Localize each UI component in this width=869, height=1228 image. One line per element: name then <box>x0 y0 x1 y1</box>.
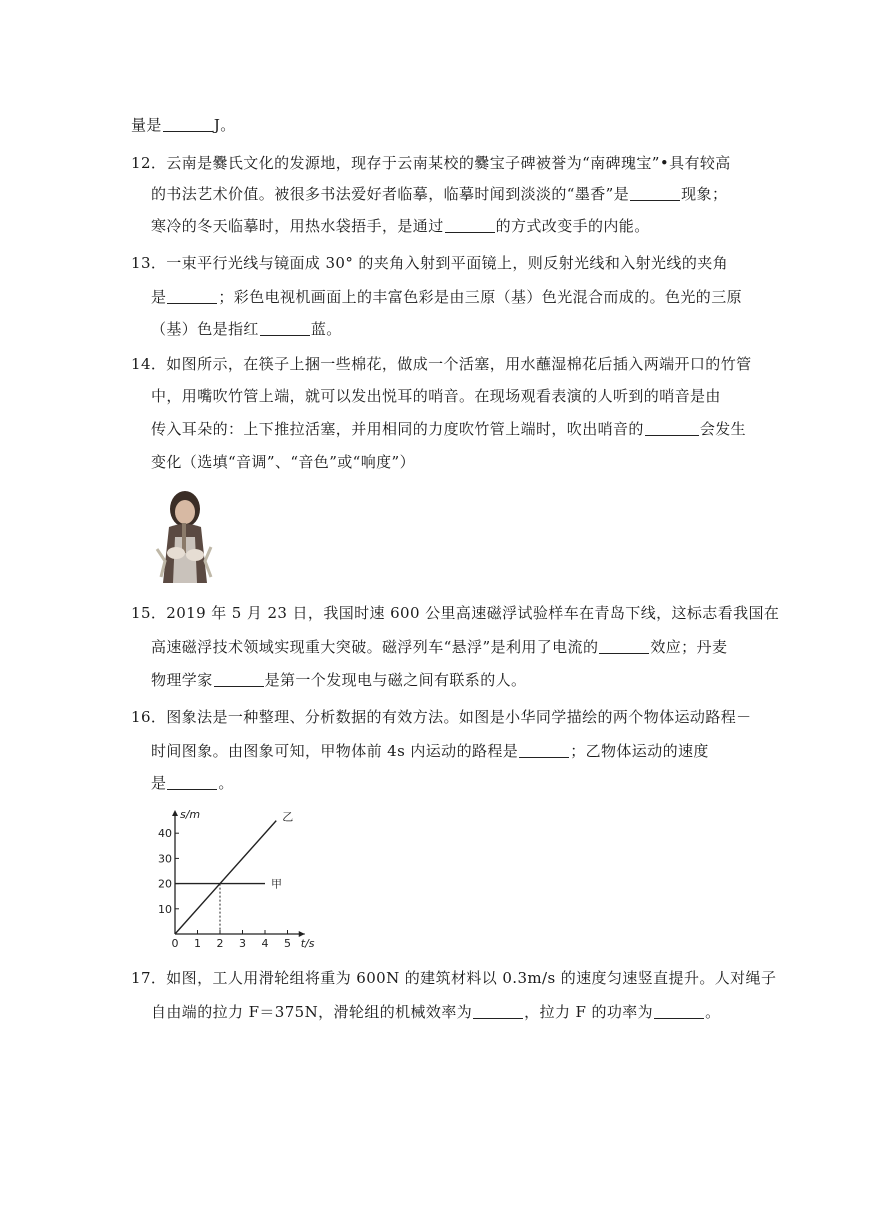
y-tick-label: 40 <box>158 827 172 841</box>
q15-line-1 <box>131 602 779 623</box>
text: ；彩色电视机画面上的丰富色彩是由三原（基）色光混合而成的。色光的三原 <box>218 288 743 306</box>
x-tick-label: 5 <box>284 937 291 948</box>
series <box>175 811 293 934</box>
series-label-1: 甲 <box>271 877 282 891</box>
text: 16．图象法是一种整理、分析数据的有效方法。如图是小华同学描绘的两个物体运动路程－ <box>131 708 752 726</box>
answer-blank[interactable] <box>167 289 217 304</box>
text: 15．2019 年 5 月 23 日，我国时速 600 公里高速磁浮试验样车在青岛下线，这标志看我国在 <box>131 604 780 622</box>
y-tick-label: 30 <box>158 852 172 866</box>
series-label-2: 乙 <box>282 810 294 824</box>
q13-line-3 <box>151 318 342 339</box>
text: 量是 <box>131 116 162 134</box>
answer-blank[interactable] <box>445 218 495 233</box>
text: 的书法艺术价值。被很多书法爱好者临摹，临摹时闻到淡淡的“墨香”是 <box>151 185 630 203</box>
q16-line-1 <box>131 706 752 727</box>
answer-blank[interactable] <box>260 321 310 336</box>
text: 物理学家 <box>151 671 213 689</box>
q15-line-3 <box>151 669 526 690</box>
performer-photo <box>151 487 219 583</box>
series-line-2 <box>175 821 276 934</box>
text: 会发生 <box>699 420 747 438</box>
q14-line-3 <box>151 418 746 439</box>
answer-blank[interactable] <box>473 1004 523 1019</box>
q16-line-3 <box>151 772 234 793</box>
text: ，拉力 F 的功率为 <box>524 1003 654 1021</box>
answer-blank[interactable] <box>519 743 569 758</box>
text: 传入耳朵的：上下推拉活塞，并用相同的力度吹竹管上端时，吹出哨音的 <box>151 420 644 438</box>
text: 变化（选填“音调”、“音色”或“响度”） <box>151 453 416 471</box>
q17-line-2 <box>151 1001 721 1022</box>
text: 时间图象。由图象可知，甲物体前 4s 内运动的路程是 <box>151 742 519 760</box>
x-tick-label: 4 <box>261 937 269 948</box>
answer-blank[interactable] <box>645 421 699 436</box>
answer-blank[interactable] <box>163 117 213 132</box>
q12-line-1 <box>131 152 731 173</box>
answer-blank[interactable] <box>654 1004 704 1019</box>
axes <box>172 810 305 937</box>
q13-line-2 <box>151 286 742 307</box>
text: 14．如图所示，在筷子上捆一些棉花，做成一个活塞，用水蘸湿棉花后插入两端开口的竹管 <box>131 355 752 373</box>
y-tick-label: 10 <box>158 902 172 916</box>
text: 是 <box>151 774 167 792</box>
text: 高速磁浮技术领域实现重大突破。磁浮列车“悬浮”是利用了电流的 <box>151 638 599 656</box>
x-axis-label: t/s <box>300 937 315 948</box>
text: 13．一束平行光线与镜面成 30° 的夹角入射到平面镜上，则反射光线和入射光线的夹角 <box>131 254 729 272</box>
x-tick-label: 2 <box>216 937 224 948</box>
answer-blank[interactable] <box>167 775 217 790</box>
answer-blank[interactable] <box>630 186 680 201</box>
answer-blank[interactable] <box>214 672 264 687</box>
y-axis-arrow <box>172 810 178 816</box>
text: 12．云南是爨氏文化的发源地，现存于云南某校的爨宝子碑被誉为“南碑瑰宝”•具有较高 <box>131 154 731 172</box>
text: （基）色是指红 <box>151 320 259 338</box>
text: 17．如图，工人用滑轮组将重为 600N 的建筑材料以 0.3m/s 的速度匀速竖直提升。人对绳子 <box>131 969 777 987</box>
x-tick-label: 3 <box>239 937 246 948</box>
q16-line-2 <box>151 740 709 761</box>
q12-line-2 <box>151 183 727 204</box>
q17-line-1 <box>131 967 776 988</box>
text: 是第一个发现电与磁之间有联系的人。 <box>264 671 527 689</box>
text: 的方式改变手的内能。 <box>495 217 650 235</box>
q12-line-3 <box>151 215 650 236</box>
q14-line-4 <box>151 451 415 472</box>
x-tick-label: 1 <box>194 937 201 948</box>
answer-blank[interactable] <box>599 639 649 654</box>
q13-line-1 <box>131 252 728 273</box>
q11-tail-line <box>131 114 236 135</box>
text: 寒冷的冬天临摹时，用热水袋捂手，是通过 <box>151 217 444 235</box>
text: 。 <box>218 774 234 792</box>
text: 蓝。 <box>310 320 342 338</box>
text: 中，用嘴吹竹管上端，就可以发出悦耳的哨音。在现场观看表演的人听到的哨音是由 <box>151 387 721 405</box>
text: J。 <box>213 116 236 134</box>
q14-line-2 <box>151 385 721 406</box>
text: 。 <box>705 1003 721 1021</box>
q15-line-2 <box>151 636 727 657</box>
y-axis-label: s/m <box>180 808 201 821</box>
q14-line-1 <box>131 353 752 374</box>
text: 是 <box>151 288 167 306</box>
text: ；乙物体运动的速度 <box>570 742 709 760</box>
distance-time-graph <box>151 806 321 948</box>
y-tick-label: 20 <box>158 877 172 891</box>
text: 自由端的拉力 F＝375N，滑轮组的机械效率为 <box>151 1003 473 1021</box>
text: 效应；丹麦 <box>650 638 728 656</box>
x-tick-label: 0 <box>171 937 179 948</box>
text: 现象； <box>681 185 728 203</box>
